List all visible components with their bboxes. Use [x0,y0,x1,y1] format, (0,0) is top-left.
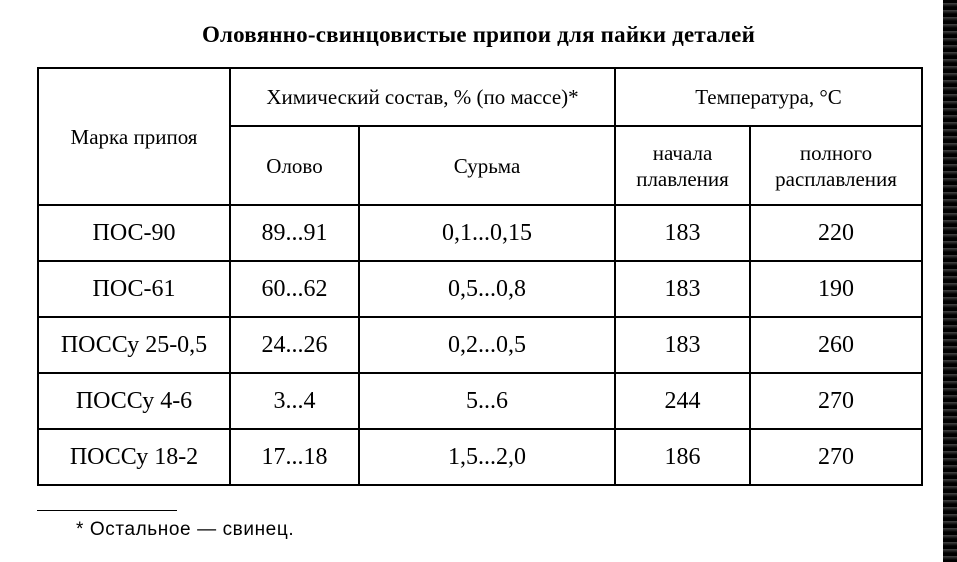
cell-grade: ПОССу 18-2 [38,429,230,485]
footnote-rule [37,510,177,511]
cell-melt-start: 244 [615,373,750,429]
cell-antimony: 1,5...2,0 [359,429,615,485]
cell-melt-full: 190 [750,261,922,317]
cell-melt-start: 183 [615,317,750,373]
cell-melt-full: 220 [750,205,922,261]
cell-grade: ПОС-90 [38,205,230,261]
solder-table [37,67,923,486]
cell-grade: ПОССу 4-6 [38,373,230,429]
header-melt-start: начала плавления [615,126,750,205]
cell-grade: ПОССу 25-0,5 [38,317,230,373]
cell-tin: 24...26 [230,317,359,373]
table-row [38,373,922,429]
table-row [38,261,922,317]
cell-tin: 3...4 [230,373,359,429]
header-temperature: Температура, °С [615,68,922,126]
cell-melt-full: 270 [750,429,922,485]
scan-edge [943,0,957,562]
cell-tin: 17...18 [230,429,359,485]
table-row [38,205,922,261]
header-grade: Марка припоя [38,68,230,205]
cell-tin: 89...91 [230,205,359,261]
cell-melt-start: 183 [615,205,750,261]
header-antimony: Сурьма [359,126,615,205]
header-tin: Олово [230,126,359,205]
cell-antimony: 0,1...0,15 [359,205,615,261]
cell-melt-start: 186 [615,429,750,485]
table-row [38,317,922,373]
table-row [38,429,922,485]
header-composition: Химический состав, % (по массе)* [230,68,615,126]
cell-melt-full: 270 [750,373,922,429]
cell-antimony: 0,5...0,8 [359,261,615,317]
cell-grade: ПОС-61 [38,261,230,317]
cell-melt-full: 260 [750,317,922,373]
table-title: Оловянно-свинцовистые припои для пайки деталей [201,22,756,47]
cell-antimony: 0,2...0,5 [359,317,615,373]
cell-melt-start: 183 [615,261,750,317]
footnote: * Остальное — свинец. [76,519,295,540]
header-melt-full: полного расплавления [750,126,922,205]
cell-antimony: 5...6 [359,373,615,429]
cell-tin: 60...62 [230,261,359,317]
